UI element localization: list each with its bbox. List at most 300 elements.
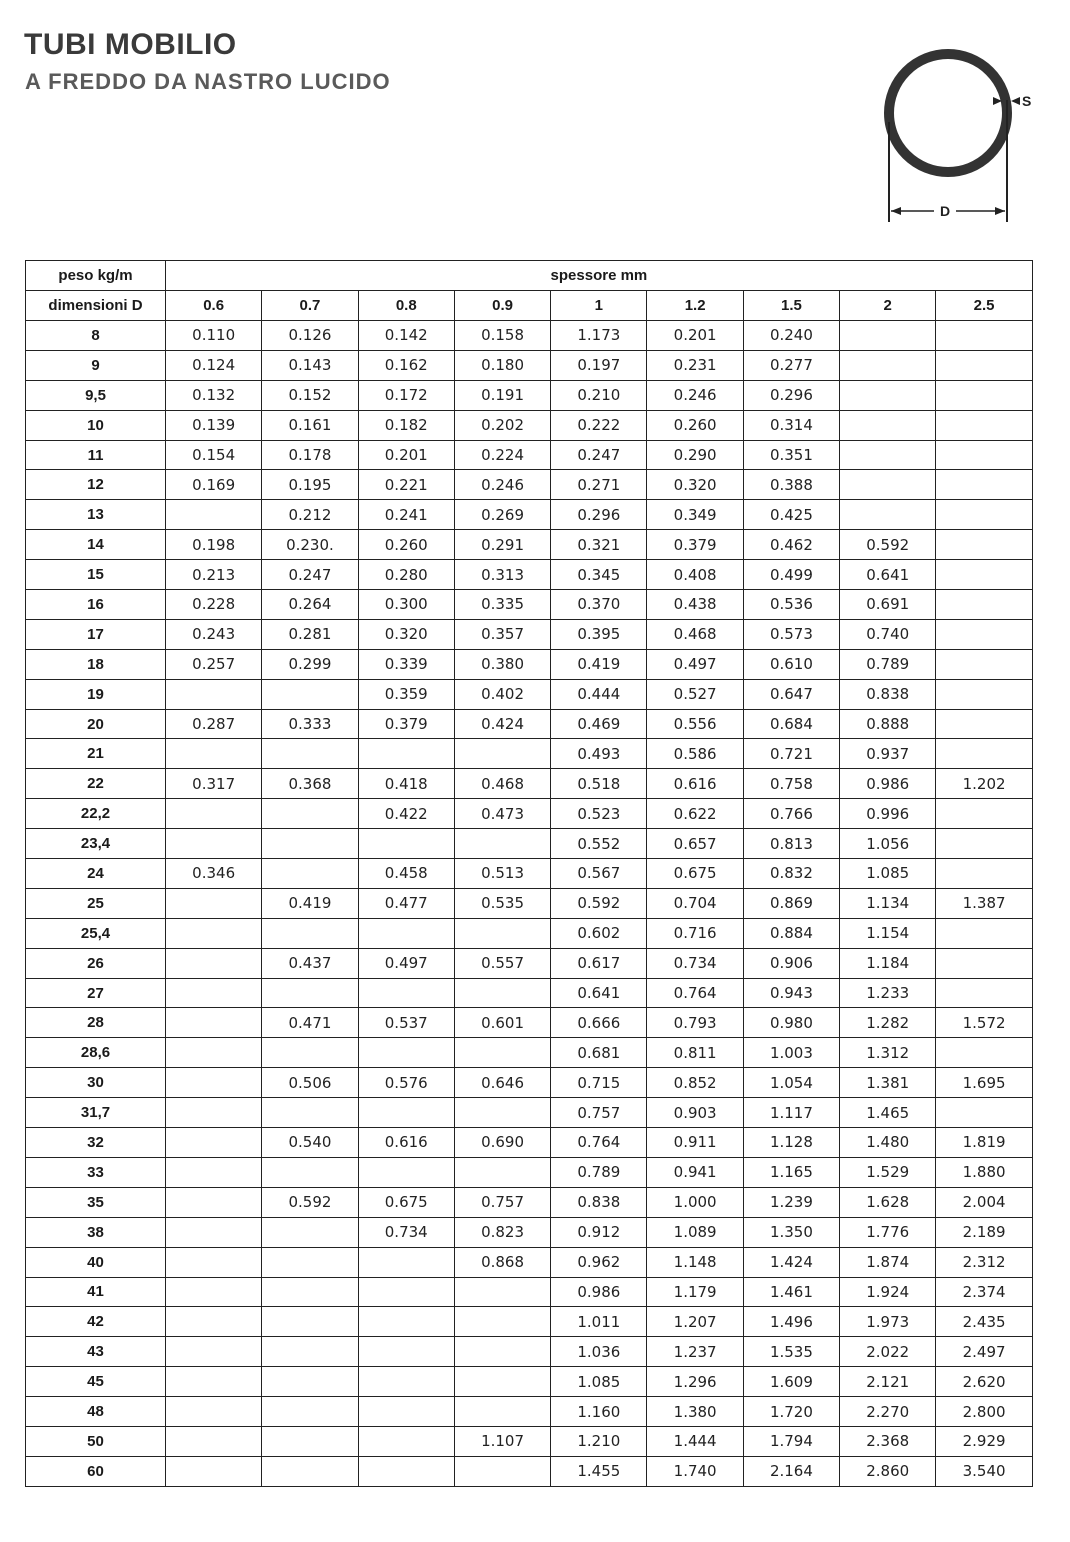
weight-cell: 1.154 bbox=[840, 918, 936, 948]
weight-cell bbox=[936, 859, 1032, 889]
weight-cell bbox=[166, 1277, 262, 1307]
weight-cell: 0.535 bbox=[454, 888, 550, 918]
diameter-cell: 17 bbox=[26, 619, 166, 649]
diameter-cell: 15 bbox=[26, 560, 166, 590]
weight-cell: 1.085 bbox=[840, 859, 936, 889]
weight-cell: 1.572 bbox=[936, 1008, 1032, 1038]
table-row bbox=[26, 1397, 1033, 1427]
weight-cell: 0.228 bbox=[166, 590, 262, 620]
weight-cell: 0.154 bbox=[166, 440, 262, 470]
weight-cell: 0.191 bbox=[454, 380, 550, 410]
weight-cell bbox=[166, 1008, 262, 1038]
table-row bbox=[26, 709, 1033, 739]
weight-cell: 0.937 bbox=[840, 739, 936, 769]
weight-cell: 0.573 bbox=[743, 619, 839, 649]
diameter-cell: 38 bbox=[26, 1217, 166, 1247]
weight-cell: 1.056 bbox=[840, 829, 936, 859]
weight-cell bbox=[936, 560, 1032, 590]
weight-cell: 0.296 bbox=[743, 380, 839, 410]
weight-cell bbox=[166, 1157, 262, 1187]
table-row bbox=[26, 530, 1033, 560]
column-header: 2 bbox=[840, 291, 936, 321]
weight-cell: 0.210 bbox=[551, 380, 647, 410]
weight-cell: 0.592 bbox=[551, 888, 647, 918]
weight-cell: 0.300 bbox=[358, 590, 454, 620]
weight-cell bbox=[936, 918, 1032, 948]
column-header: 2.5 bbox=[936, 291, 1032, 321]
weight-cell: 2.435 bbox=[936, 1307, 1032, 1337]
weight-cell: 1.695 bbox=[936, 1068, 1032, 1098]
weight-cell bbox=[358, 739, 454, 769]
weight-cell bbox=[166, 1128, 262, 1158]
weight-cell: 1.210 bbox=[551, 1426, 647, 1456]
weight-cell: 0.143 bbox=[262, 350, 358, 380]
table-row bbox=[26, 1008, 1033, 1038]
diameter-cell: 9 bbox=[26, 350, 166, 380]
weight-cell: 2.620 bbox=[936, 1367, 1032, 1397]
weight-cell bbox=[358, 1456, 454, 1486]
weight-cell bbox=[166, 888, 262, 918]
weight-cell: 0.240 bbox=[743, 321, 839, 351]
weight-cell: 0.734 bbox=[358, 1217, 454, 1247]
weight-cell: 0.523 bbox=[551, 799, 647, 829]
weight-cell bbox=[454, 1456, 550, 1486]
weight-cell bbox=[840, 380, 936, 410]
weight-cell: 1.794 bbox=[743, 1426, 839, 1456]
weight-cell: 1.165 bbox=[743, 1157, 839, 1187]
weight-cell: 0.764 bbox=[647, 978, 743, 1008]
weight-cell: 0.758 bbox=[743, 769, 839, 799]
weight-cell: 0.212 bbox=[262, 500, 358, 530]
weight-cell: 0.280 bbox=[358, 560, 454, 590]
weight-cell bbox=[166, 1397, 262, 1427]
weight-cell: 0.903 bbox=[647, 1098, 743, 1128]
weight-cell: 0.789 bbox=[551, 1157, 647, 1187]
weight-cell bbox=[166, 1038, 262, 1068]
table-row bbox=[26, 440, 1033, 470]
weight-cell bbox=[166, 978, 262, 1008]
weight-cell: 1.179 bbox=[647, 1277, 743, 1307]
weight-cell: 0.142 bbox=[358, 321, 454, 351]
weight-cell: 0.616 bbox=[358, 1128, 454, 1158]
weight-cell: 1.011 bbox=[551, 1307, 647, 1337]
weight-cell: 0.684 bbox=[743, 709, 839, 739]
weight-cell: 1.444 bbox=[647, 1426, 743, 1456]
weight-cell bbox=[936, 440, 1032, 470]
weight-cell: 1.740 bbox=[647, 1456, 743, 1486]
weight-cell: 0.299 bbox=[262, 649, 358, 679]
weight-cell: 1.148 bbox=[647, 1247, 743, 1277]
table-row bbox=[26, 1187, 1033, 1217]
weight-cell: 0.291 bbox=[454, 530, 550, 560]
table-row bbox=[26, 859, 1033, 889]
diameter-cell: 10 bbox=[26, 410, 166, 440]
diameter-cell: 27 bbox=[26, 978, 166, 1008]
weight-cell: 0.468 bbox=[454, 769, 550, 799]
weight-cell bbox=[454, 918, 550, 948]
diameter-arrow-left bbox=[891, 207, 901, 215]
weight-cell: 1.924 bbox=[840, 1277, 936, 1307]
weight-cell: 1.609 bbox=[743, 1367, 839, 1397]
weight-cell: 0.986 bbox=[840, 769, 936, 799]
weight-cell: 1.312 bbox=[840, 1038, 936, 1068]
weight-cell: 0.556 bbox=[647, 709, 743, 739]
diameter-cell: 18 bbox=[26, 649, 166, 679]
diameter-cell: 31,7 bbox=[26, 1098, 166, 1128]
weight-cell: 1.461 bbox=[743, 1277, 839, 1307]
weight-cell bbox=[262, 739, 358, 769]
weight-cell bbox=[454, 1157, 550, 1187]
column-header: 0.6 bbox=[166, 291, 262, 321]
weight-cell bbox=[840, 410, 936, 440]
weight-cell: 0.704 bbox=[647, 888, 743, 918]
diameter-cell: 16 bbox=[26, 590, 166, 620]
weight-cell bbox=[936, 978, 1032, 1008]
weight-cell: 0.195 bbox=[262, 470, 358, 500]
diameter-cell: 9,5 bbox=[26, 380, 166, 410]
weight-cell: 0.602 bbox=[551, 918, 647, 948]
weight-cell: 0.335 bbox=[454, 590, 550, 620]
weight-cell: 0.690 bbox=[454, 1128, 550, 1158]
weight-cell: 0.320 bbox=[358, 619, 454, 649]
table-row bbox=[26, 500, 1033, 530]
weight-cell: 0.246 bbox=[647, 380, 743, 410]
table-row bbox=[26, 1426, 1033, 1456]
diameter-cell: 26 bbox=[26, 948, 166, 978]
weight-cell: 0.247 bbox=[551, 440, 647, 470]
table-header-row-1 bbox=[26, 261, 1033, 291]
weight-cell: 0.462 bbox=[743, 530, 839, 560]
weight-cell: 0.359 bbox=[358, 679, 454, 709]
table-header-row-2 bbox=[26, 291, 1033, 321]
weight-cell: 0.497 bbox=[358, 948, 454, 978]
weight-cell: 1.973 bbox=[840, 1307, 936, 1337]
weight-cell bbox=[166, 1367, 262, 1397]
weight-cell: 0.213 bbox=[166, 560, 262, 590]
weight-cell bbox=[166, 1187, 262, 1217]
table-row bbox=[26, 1157, 1033, 1187]
weight-cell: 0.349 bbox=[647, 500, 743, 530]
weight-cell: 0.408 bbox=[647, 560, 743, 590]
weight-cell bbox=[936, 530, 1032, 560]
weight-cell: 0.264 bbox=[262, 590, 358, 620]
weight-cell bbox=[936, 649, 1032, 679]
weight-cell bbox=[166, 1098, 262, 1128]
weight-cell: 0.675 bbox=[647, 859, 743, 889]
weight-cell bbox=[262, 1426, 358, 1456]
weight-cell bbox=[454, 978, 550, 1008]
weight-cell bbox=[936, 321, 1032, 351]
table-row bbox=[26, 350, 1033, 380]
weight-cell: 0.182 bbox=[358, 410, 454, 440]
weight-cell: 0.458 bbox=[358, 859, 454, 889]
weight-cell: 0.437 bbox=[262, 948, 358, 978]
table-row bbox=[26, 799, 1033, 829]
table-row bbox=[26, 1277, 1033, 1307]
weight-cell: 0.681 bbox=[551, 1038, 647, 1068]
column-header: 0.9 bbox=[454, 291, 550, 321]
weight-cell: 0.277 bbox=[743, 350, 839, 380]
weight-cell: 0.823 bbox=[454, 1217, 550, 1247]
weight-cell: 0.716 bbox=[647, 918, 743, 948]
weight-cell: 1.207 bbox=[647, 1307, 743, 1337]
weight-cell: 0.468 bbox=[647, 619, 743, 649]
table-row bbox=[26, 1128, 1033, 1158]
weight-cell bbox=[358, 1098, 454, 1128]
weight-cell bbox=[166, 1307, 262, 1337]
table-row bbox=[26, 410, 1033, 440]
table-row bbox=[26, 590, 1033, 620]
weight-cell: 1.535 bbox=[743, 1337, 839, 1367]
weight-cell: 0.715 bbox=[551, 1068, 647, 1098]
weight-cell: 0.941 bbox=[647, 1157, 743, 1187]
weight-cell: 0.126 bbox=[262, 321, 358, 351]
weight-cell: 0.757 bbox=[551, 1098, 647, 1128]
weight-cell: 0.161 bbox=[262, 410, 358, 440]
weight-cell: 0.576 bbox=[358, 1068, 454, 1098]
weight-cell: 2.270 bbox=[840, 1397, 936, 1427]
weight-cell bbox=[262, 679, 358, 709]
table-row bbox=[26, 1367, 1033, 1397]
weight-cell: 0.471 bbox=[262, 1008, 358, 1038]
weight-cell bbox=[936, 739, 1032, 769]
diameter-cell: 12 bbox=[26, 470, 166, 500]
diameter-cell: 35 bbox=[26, 1187, 166, 1217]
weight-cell: 0.438 bbox=[647, 590, 743, 620]
weight-cell: 0.617 bbox=[551, 948, 647, 978]
thickness-arrow-right bbox=[1011, 97, 1020, 105]
weight-cell bbox=[454, 1367, 550, 1397]
weight-cell: 1.184 bbox=[840, 948, 936, 978]
table-row bbox=[26, 619, 1033, 649]
weight-cell: 0.838 bbox=[840, 679, 936, 709]
weight-cell bbox=[166, 799, 262, 829]
page-title: TUBI MOBILIO bbox=[24, 28, 237, 61]
weight-cell: 0.198 bbox=[166, 530, 262, 560]
table-row bbox=[26, 649, 1033, 679]
weight-cell: 1.720 bbox=[743, 1397, 839, 1427]
weight-cell: 0.197 bbox=[551, 350, 647, 380]
weight-cell: 1.381 bbox=[840, 1068, 936, 1098]
weight-cell: 2.164 bbox=[743, 1456, 839, 1486]
weight-cell bbox=[358, 1426, 454, 1456]
table-row bbox=[26, 560, 1033, 590]
weight-cell: 0.132 bbox=[166, 380, 262, 410]
weight-cell: 0.838 bbox=[551, 1187, 647, 1217]
weight-cell: 0.422 bbox=[358, 799, 454, 829]
weight-cell: 0.537 bbox=[358, 1008, 454, 1038]
weight-cell: 0.888 bbox=[840, 709, 936, 739]
weight-cell bbox=[166, 1217, 262, 1247]
weight-cell: 2.929 bbox=[936, 1426, 1032, 1456]
weight-cell: 1.107 bbox=[454, 1426, 550, 1456]
weight-cell: 0.980 bbox=[743, 1008, 839, 1038]
weight-cell: 0.178 bbox=[262, 440, 358, 470]
weight-cell: 0.419 bbox=[262, 888, 358, 918]
weight-cell bbox=[262, 978, 358, 1008]
weight-cell: 0.641 bbox=[840, 560, 936, 590]
diameter-cell: 50 bbox=[26, 1426, 166, 1456]
diameter-cell: 25 bbox=[26, 888, 166, 918]
diameter-cell: 14 bbox=[26, 530, 166, 560]
weight-cell: 2.368 bbox=[840, 1426, 936, 1456]
weight-cell bbox=[358, 829, 454, 859]
weight-cell: 1.173 bbox=[551, 321, 647, 351]
weight-cell: 1.160 bbox=[551, 1397, 647, 1427]
weight-cell: 0.402 bbox=[454, 679, 550, 709]
weight-cell bbox=[262, 829, 358, 859]
weight-cell: 1.089 bbox=[647, 1217, 743, 1247]
weight-cell: 0.986 bbox=[551, 1277, 647, 1307]
diameter-cell: 25,4 bbox=[26, 918, 166, 948]
weight-cell bbox=[936, 500, 1032, 530]
weight-cell bbox=[358, 918, 454, 948]
weight-cell: 0.351 bbox=[743, 440, 839, 470]
weight-cell: 1.085 bbox=[551, 1367, 647, 1397]
weight-cell: 2.374 bbox=[936, 1277, 1032, 1307]
weight-cell bbox=[936, 619, 1032, 649]
weight-cell: 1.282 bbox=[840, 1008, 936, 1038]
corner-header: peso kg/m bbox=[26, 261, 166, 291]
weight-cell: 0.260 bbox=[358, 530, 454, 560]
diameter-label: D bbox=[939, 203, 951, 219]
column-header: 1.5 bbox=[743, 291, 839, 321]
diameter-cell: 28,6 bbox=[26, 1038, 166, 1068]
weight-cell: 0.345 bbox=[551, 560, 647, 590]
weight-cell bbox=[936, 709, 1032, 739]
weight-cell: 0.333 bbox=[262, 709, 358, 739]
weight-cell: 0.675 bbox=[358, 1187, 454, 1217]
diameter-cell: 33 bbox=[26, 1157, 166, 1187]
weight-cell: 0.346 bbox=[166, 859, 262, 889]
weight-cell bbox=[936, 679, 1032, 709]
column-header: 0.7 bbox=[262, 291, 358, 321]
weight-cell: 2.312 bbox=[936, 1247, 1032, 1277]
weight-cell: 0.666 bbox=[551, 1008, 647, 1038]
weight-cell bbox=[358, 1367, 454, 1397]
weight-cell: 0.513 bbox=[454, 859, 550, 889]
weight-cell bbox=[262, 1247, 358, 1277]
table-row bbox=[26, 769, 1033, 799]
weight-cell: 0.962 bbox=[551, 1247, 647, 1277]
weight-cell: 1.387 bbox=[936, 888, 1032, 918]
weight-cell: 0.911 bbox=[647, 1128, 743, 1158]
weight-cell bbox=[840, 321, 936, 351]
table-row bbox=[26, 1098, 1033, 1128]
weight-cell bbox=[936, 350, 1032, 380]
weight-cell: 0.506 bbox=[262, 1068, 358, 1098]
weight-cell: 0.646 bbox=[454, 1068, 550, 1098]
table-row bbox=[26, 978, 1033, 1008]
table-row bbox=[26, 918, 1033, 948]
weight-cell bbox=[358, 1038, 454, 1068]
weight-cell: 0.789 bbox=[840, 649, 936, 679]
weight-cell: 2.004 bbox=[936, 1187, 1032, 1217]
weight-cell: 0.793 bbox=[647, 1008, 743, 1038]
weight-cell: 0.418 bbox=[358, 769, 454, 799]
diameter-cell: 42 bbox=[26, 1307, 166, 1337]
weight-cell: 0.477 bbox=[358, 888, 454, 918]
table-row bbox=[26, 1307, 1033, 1337]
thickness-group-header: spessore mm bbox=[166, 261, 1033, 291]
weight-cell: 1.480 bbox=[840, 1128, 936, 1158]
weight-cell: 0.201 bbox=[647, 321, 743, 351]
weight-cell: 0.124 bbox=[166, 350, 262, 380]
weight-cell bbox=[262, 1367, 358, 1397]
weight-cell: 0.721 bbox=[743, 739, 839, 769]
weight-cell: 0.536 bbox=[743, 590, 839, 620]
weight-cell: 0.641 bbox=[551, 978, 647, 1008]
weight-cell bbox=[936, 948, 1032, 978]
weight-cell: 0.757 bbox=[454, 1187, 550, 1217]
weight-cell bbox=[454, 1307, 550, 1337]
weight-cell: 0.493 bbox=[551, 739, 647, 769]
weight-cell: 0.444 bbox=[551, 679, 647, 709]
weight-cell: 1.628 bbox=[840, 1187, 936, 1217]
weight-cell bbox=[262, 799, 358, 829]
diameter-cell: 48 bbox=[26, 1397, 166, 1427]
weight-cell: 0.271 bbox=[551, 470, 647, 500]
diameter-cell: 28 bbox=[26, 1008, 166, 1038]
weight-cell bbox=[358, 1277, 454, 1307]
diameter-cell: 19 bbox=[26, 679, 166, 709]
weight-cell: 0.527 bbox=[647, 679, 743, 709]
weight-cell: 2.022 bbox=[840, 1337, 936, 1367]
weight-table bbox=[25, 260, 1033, 1487]
weight-cell bbox=[936, 799, 1032, 829]
weight-cell bbox=[262, 918, 358, 948]
weight-cell: 0.657 bbox=[647, 829, 743, 859]
weight-cell: 0.419 bbox=[551, 649, 647, 679]
diameter-cell: 60 bbox=[26, 1456, 166, 1486]
weight-cell: 0.380 bbox=[454, 649, 550, 679]
weight-cell: 0.247 bbox=[262, 560, 358, 590]
weight-cell bbox=[262, 859, 358, 889]
weight-cell: 0.320 bbox=[647, 470, 743, 500]
weight-cell bbox=[936, 1038, 1032, 1068]
weight-cell bbox=[936, 410, 1032, 440]
weight-cell bbox=[454, 1098, 550, 1128]
weight-cell: 0.622 bbox=[647, 799, 743, 829]
weight-cell bbox=[454, 1038, 550, 1068]
weight-cell: 0.224 bbox=[454, 440, 550, 470]
diameter-cell: 22,2 bbox=[26, 799, 166, 829]
weight-cell: 0.230. bbox=[262, 530, 358, 560]
diameter-cell: 32 bbox=[26, 1128, 166, 1158]
weight-cell: 0.473 bbox=[454, 799, 550, 829]
weight-cell bbox=[936, 470, 1032, 500]
weight-cell: 1.003 bbox=[743, 1038, 839, 1068]
table-row bbox=[26, 470, 1033, 500]
weight-cell: 0.260 bbox=[647, 410, 743, 440]
weight-cell: 1.054 bbox=[743, 1068, 839, 1098]
weight-cell bbox=[166, 1068, 262, 1098]
weight-cell: 1.000 bbox=[647, 1187, 743, 1217]
weight-cell: 0.281 bbox=[262, 619, 358, 649]
weight-cell bbox=[454, 829, 550, 859]
weight-cell: 0.231 bbox=[647, 350, 743, 380]
column-header: 1.2 bbox=[647, 291, 743, 321]
weight-cell: 0.379 bbox=[647, 530, 743, 560]
weight-cell: 1.117 bbox=[743, 1098, 839, 1128]
weight-cell: 0.647 bbox=[743, 679, 839, 709]
table-row bbox=[26, 1038, 1033, 1068]
table-row bbox=[26, 321, 1033, 351]
diameter-cell: 43 bbox=[26, 1337, 166, 1367]
weight-cell: 0.552 bbox=[551, 829, 647, 859]
weight-cell: 0.201 bbox=[358, 440, 454, 470]
weight-cell: 3.540 bbox=[936, 1456, 1032, 1486]
